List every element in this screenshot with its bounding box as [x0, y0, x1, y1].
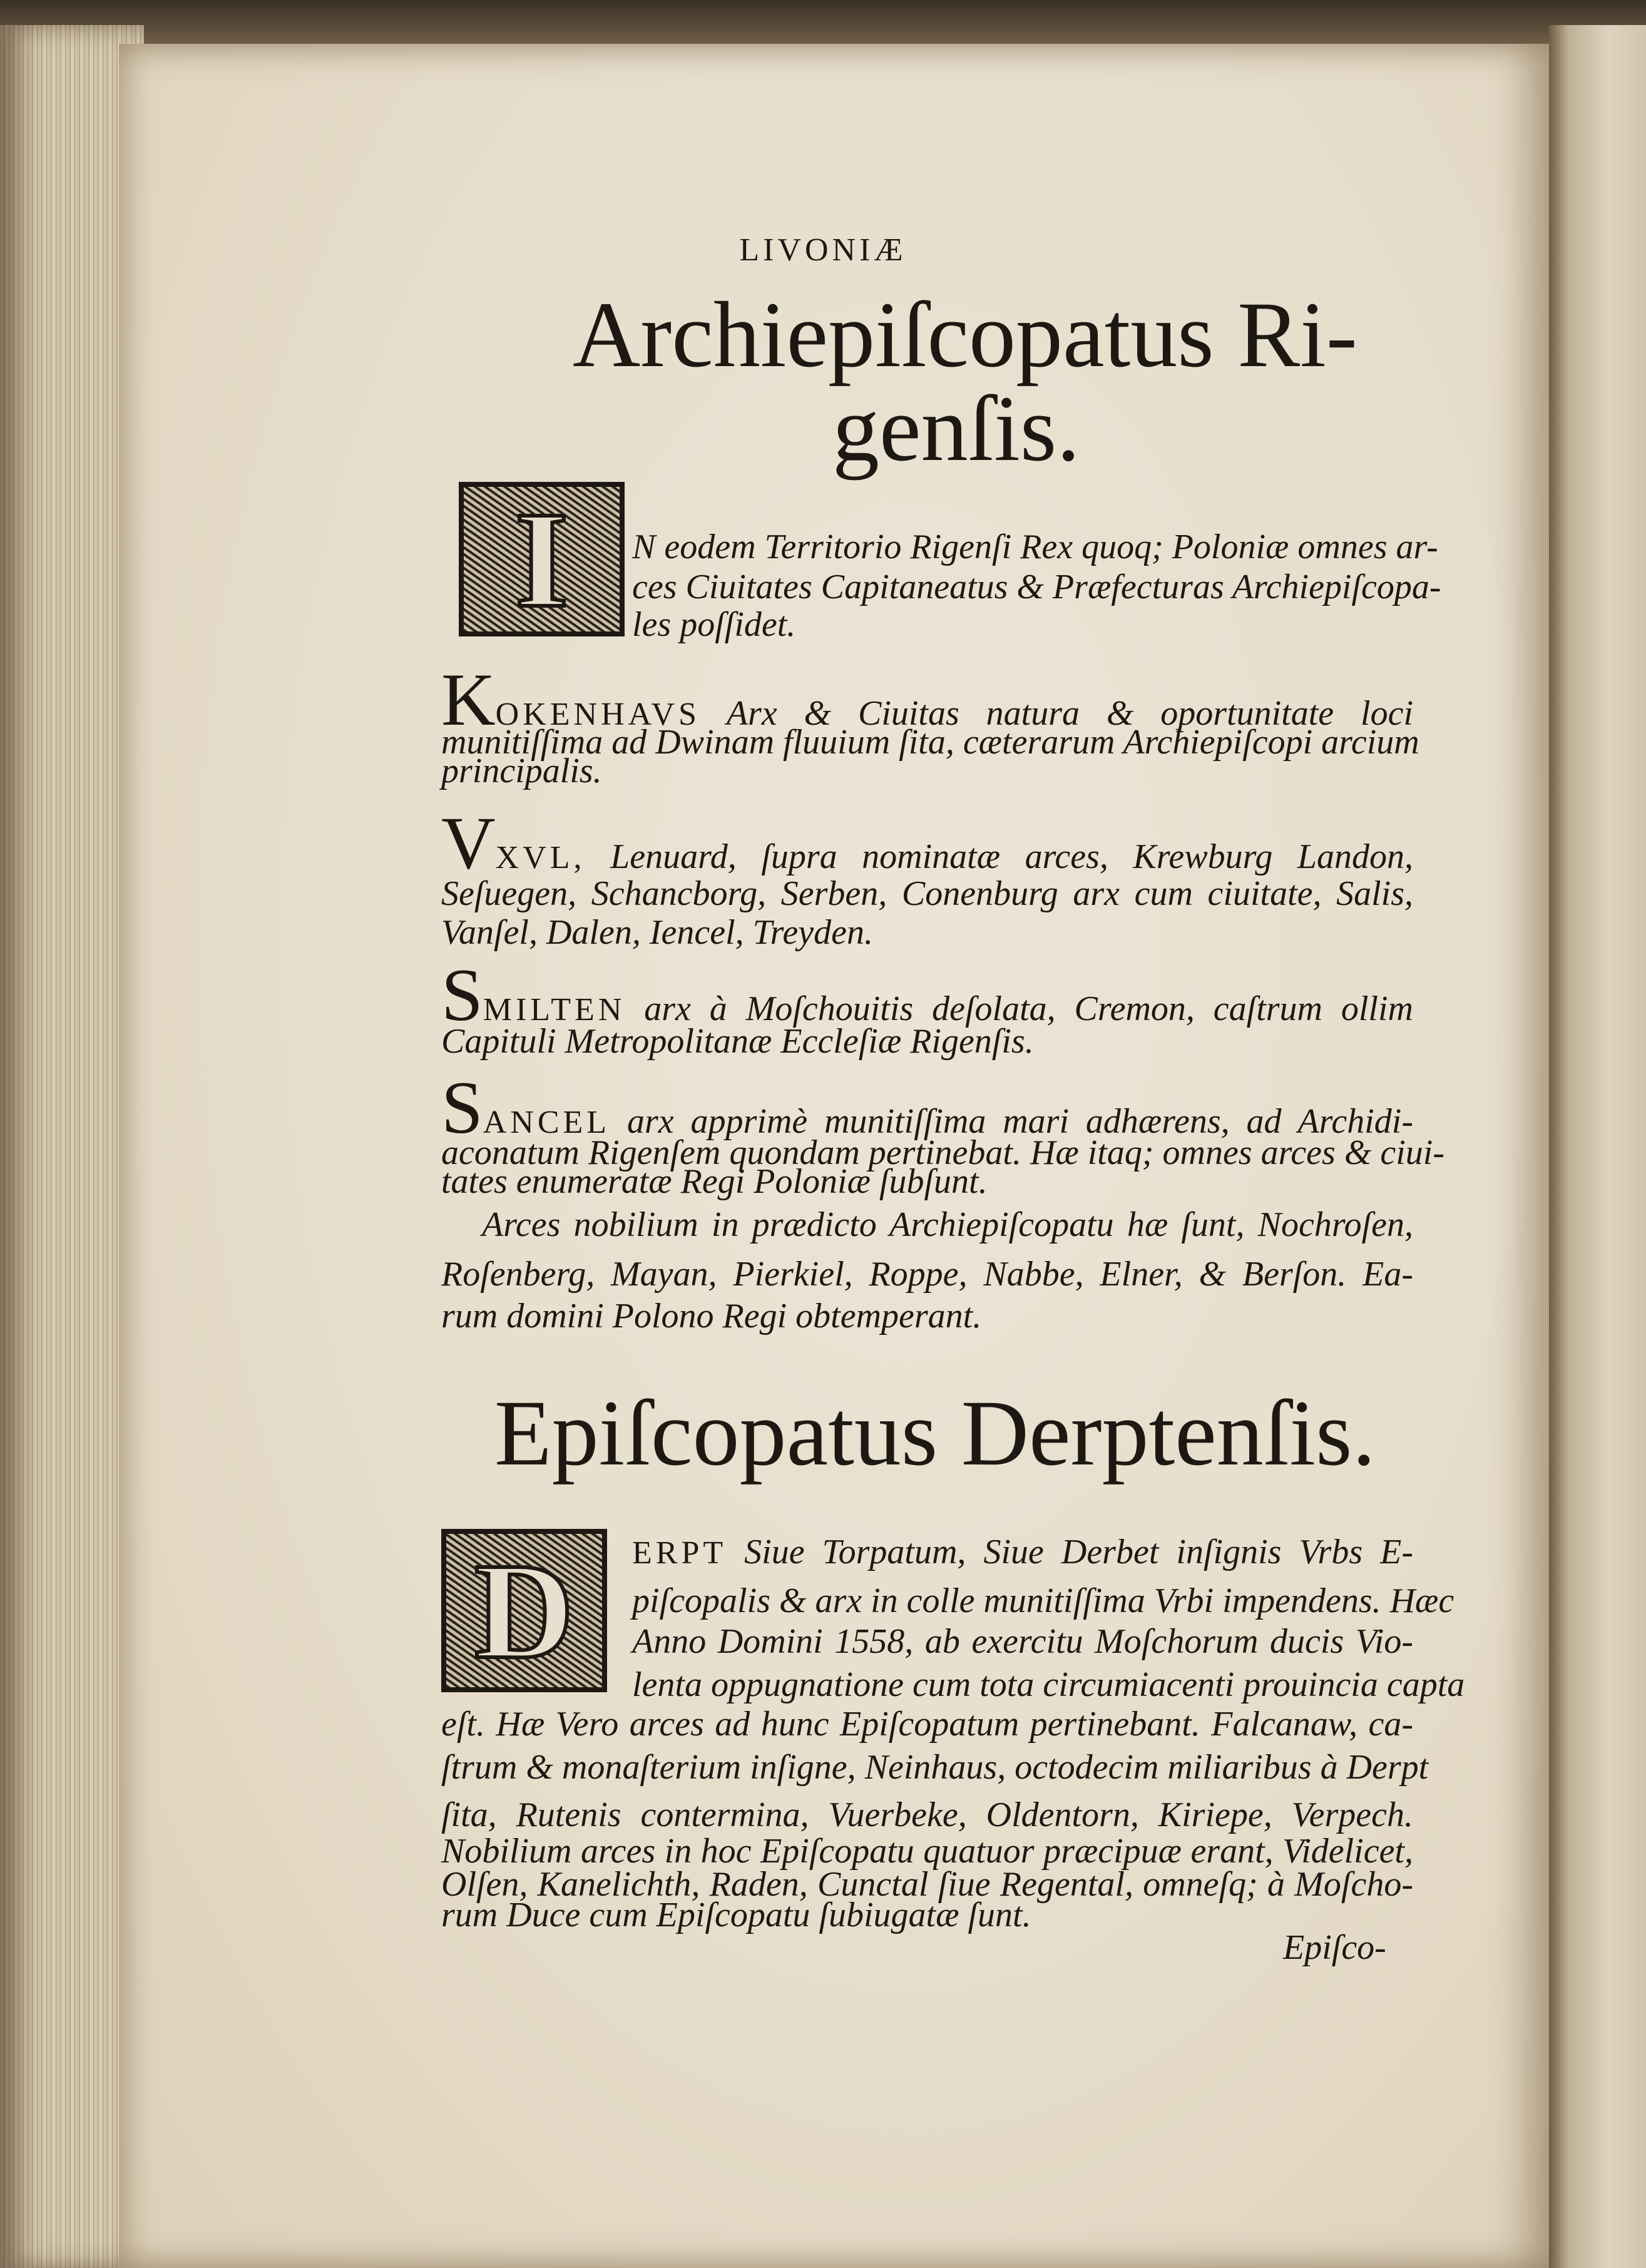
text-line: Roſenberg, Mayan, Pierkiel, Roppe, Nabbe, Elner, & Berſon. Ea- — [441, 1255, 1413, 1294]
text-line: Seſuegen, Schancborg, Serben, Conenburg arx cum ciuitate, Salis, — [441, 874, 1413, 913]
text-line: eſt. Hæ Vero arces ad hunc Epiſcopatum pertinebant. Falcanaw, ca- — [441, 1705, 1413, 1744]
text-line: Anno Domini 1558, ab exercitu Moſchorum ducis Vio- — [632, 1622, 1413, 1661]
paragraph-sancel: SANCEL arx apprimè munitiſſima mari adhærens, ad Archidi- — [441, 1066, 1413, 1149]
paragraph-smilten: SMILTEN arx à Moſchouitis deſolata, Cremon, caſtrum ollim — [441, 953, 1413, 1036]
paragraph-kokenhaus: KOKENHAVS Arx & Ciuitas natura & oportunitate loci — [441, 658, 1413, 741]
text-line: principalis. — [441, 752, 602, 790]
paragraph-derpt: ERPT Siue Torpatum, Siue Derbet inſignis Vrbs E- — [632, 1533, 1413, 1571]
text-line: rum domini Polono Regi obtemperant. — [441, 1297, 982, 1336]
text-line: Capituli Metropolitanæ Eccleſiæ Rigenſis. — [441, 1022, 1034, 1061]
text-line: rum Duce cum Epiſcopatu ſubiugatæ ſunt. — [441, 1896, 1031, 1934]
paragraph-vxvl: VXVL, Lenuard, ſupra nominatæ arces, Krewburg Landon, — [441, 801, 1414, 884]
text-line: aconatum Rigenſem quondam pertinebat. Hæ itaq; omnes arces & ciui- — [441, 1133, 1444, 1172]
text-line: Nobilium arces in hoc Epiſcopatu quatuor præcipuæ erant, Videlicet, — [441, 1832, 1413, 1871]
text-line: les poſſidet. — [632, 605, 796, 644]
scan-top-edge — [0, 0, 1646, 44]
text-line: Olſen, Kanelichth, Raden, Cunctal ſiue Regental, omneſq; à Moſcho- — [441, 1865, 1413, 1904]
woodcut-initial-d: D — [441, 1529, 607, 1692]
catchword: Epiſco- — [1283, 1928, 1386, 1967]
text-line: ſtrum & monaſterium inſigne, Neinhaus, octodecim miliaribus à Derpt — [441, 1748, 1429, 1787]
section-title-line1: Archiepiſcopatus Ri- — [573, 283, 1357, 387]
text-line: piſcopalis & arx in colle munitiſſima Vrbi impendens. Hæc — [632, 1581, 1454, 1620]
text-line: N eodem Territorio Rigenſi Rex quoq; Poloniæ omnes ar- — [632, 528, 1438, 566]
running-head: LIVONIÆ — [739, 232, 907, 268]
text-line: Vanſel, Dalen, Iencel, Treyden. — [441, 913, 873, 952]
section-title-line2: genſis. — [832, 377, 1080, 481]
text-line: ſita, Rutenis contermina, Vuerbeke, Oldentorn, Kiriepe, Verpech. — [441, 1796, 1413, 1834]
text-line: Arces nobilium in prædicto Archiepiſcopatu hæ ſunt, Nochroſen, — [482, 1205, 1413, 1244]
text-line: munitiſſima ad Dwinam fluuium ſita, cæterarum Archiepiſcopi arcium — [441, 723, 1419, 762]
woodcut-initial-i: I — [459, 482, 625, 636]
text-line: ces Ciuitates Capitaneatus & Præfecturas Archiepiſcopa- — [632, 568, 1441, 606]
section-title-derpt: Epiſcopatus Derptenſis. — [494, 1381, 1376, 1485]
facing-page-edge — [1549, 25, 1646, 2268]
text-line: tates enumeratæ Regi Poloniæ ſubſunt. — [441, 1162, 988, 1201]
text-line: lenta oppugnatione cum tota circumiacenti prouincia capta — [632, 1665, 1465, 1704]
